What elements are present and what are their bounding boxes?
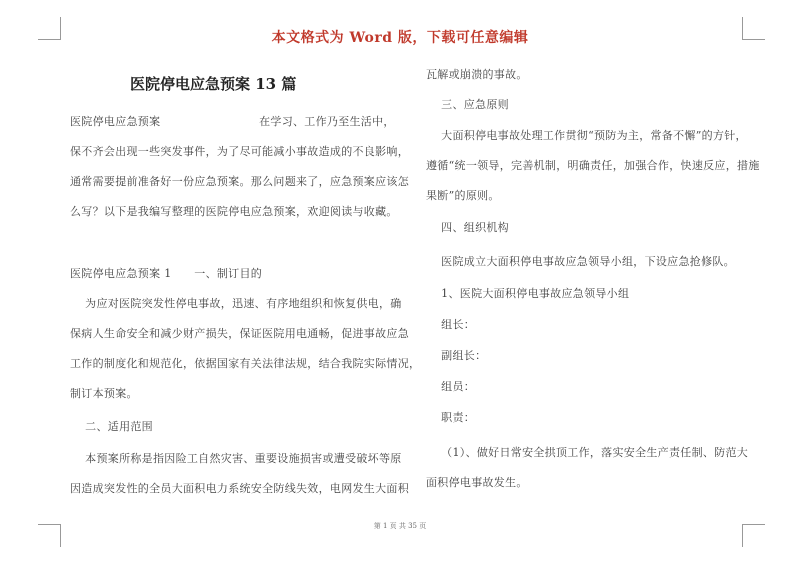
section-heading: 四、组织机构 [426,221,509,234]
text-line: 因造成突发性的全员大面积电力系统安全防线失效，电网发生大面积 [70,482,409,495]
text-line: 本预案所称是指因险工自然灾害、重要设施损害或遭受破坏等原 [70,452,402,465]
text-line: 医院成立大面积停电事故应急领导小组，下设应急抢修队。 [426,255,735,268]
section-heading: 三、应急原则 [426,98,509,111]
text-line: 制订本预案。 [70,387,138,400]
section-heading: 医院停电应急预案 1 一、制订目的 [70,267,263,280]
text-line: 保病人生命安全和减少财产损失，保证医院用电通畅，促进事故应急 [70,327,409,340]
text-line: 果断”的原则。 [426,189,500,202]
text-line: 组员： [426,380,476,393]
format-banner: 本文格式为 Word 版，下载可任意编辑 [271,30,529,46]
text-line: 副组长： [426,349,487,362]
text-line: 工作的制度化和规范化，依据国家有关法律法规，结合我院实际情况， [70,357,421,370]
text-line: 组长： [426,318,476,331]
text-line: 医院停电应急预案 在学习、工作乃至生活中， [70,115,395,128]
text-line: 为应对医院突发性停电事故，迅速、有序地组织和恢复供电，确 [70,297,402,310]
document-title: 医院停电应急预案 13 篇 [130,75,297,93]
text-line: （1）、做好日常安全拱顶工作，落实安全生产责任制、防范大 [426,446,749,459]
text-line: 遵循“统一领导，完善机制，明确责任，加强合作，快速反应，措施 [426,159,760,172]
text-line: 职责： [426,411,476,424]
section-heading: 二、适用范围 [70,420,153,433]
text-line: 面积停电事故发生。 [426,476,528,489]
text-line: 么写？以下是我编写整理的医院停电应急预案，欢迎阅读与收藏。 [70,205,398,218]
page-number: 第 1 页 共 35 页 [373,522,427,530]
text-line: 通常需要提前准备好一份应急预案。那么问题来了，应急预案应该怎 [70,175,409,188]
text-line: 保不齐会出现一些突发事件，为了尽可能减小事故造成的不良影响， [70,145,409,158]
text-line: 1、医院大面积停电事故应急领导小组 [426,287,630,300]
text-line: 瓦解或崩溃的事故。 [426,68,528,81]
text-line: 大面积停电事故处理工作贯彻“预防为主，常备不懈”的方针， [426,129,747,142]
